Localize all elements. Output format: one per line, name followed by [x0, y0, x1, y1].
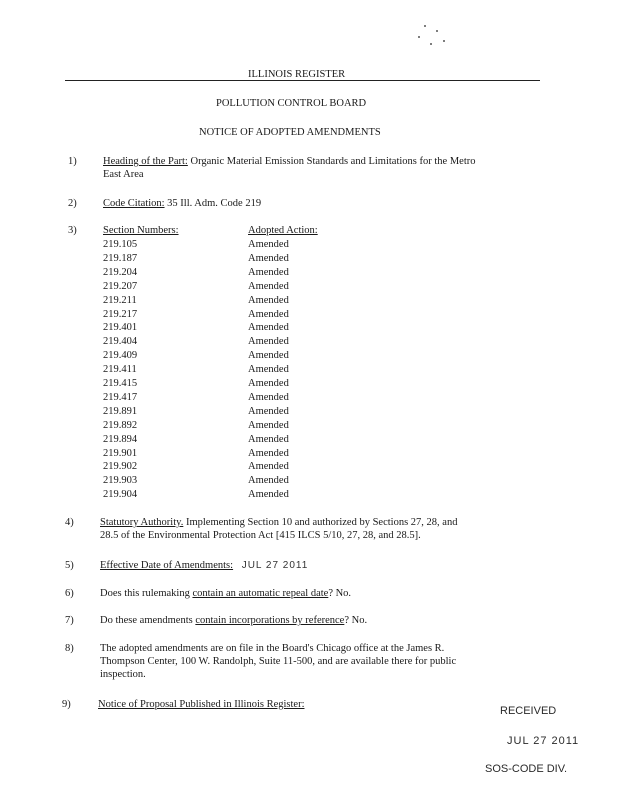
- section-number: 219.401: [103, 322, 138, 334]
- item-7-number: 7): [65, 615, 74, 626]
- item-8-line-2: Thompson Center, 100 W. Randolph, Suite 11-500, and are available there for public: [100, 656, 457, 667]
- received-stamp-date: JUL 27 2011: [507, 735, 580, 747]
- register-title: ILLINOIS REGISTER: [248, 69, 346, 80]
- section-action: Amended: [248, 419, 289, 431]
- item-2-body: [103, 197, 261, 210]
- adopted-action-header: Adopted Action:: [248, 225, 318, 236]
- section-row: [0, 433, 618, 446]
- section-number: 219.404: [103, 336, 138, 348]
- item-7-post: ? No.: [344, 615, 368, 626]
- section-action: Amended: [248, 252, 289, 264]
- section-action: Amended: [248, 489, 289, 501]
- section-row: [0, 474, 618, 487]
- item-6-body: [100, 587, 351, 600]
- effective-date-stamp: JUL 27 2011: [241, 560, 309, 571]
- section-row: [0, 308, 618, 321]
- section-row: [0, 391, 618, 404]
- section-number: 219.902: [103, 461, 138, 473]
- section-action: Amended: [248, 239, 289, 250]
- section-number: 219.207: [103, 280, 138, 292]
- section-row: [0, 335, 618, 348]
- item-6-link: contain an automatic repeal date: [192, 588, 329, 599]
- section-action: Amended: [248, 475, 289, 487]
- item-4-text: Implementing Section 10 and authorized by Sections 27, 28, and: [185, 517, 458, 528]
- agency-title: POLLUTION CONTROL BOARD: [216, 98, 367, 109]
- item-5-number: 5): [65, 560, 74, 571]
- section-action: Amended: [248, 364, 289, 376]
- section-number: 219.187: [103, 252, 138, 264]
- section-row: [0, 460, 618, 473]
- header-divider: [65, 80, 540, 81]
- item-7-link: contain incorporations by reference: [195, 615, 345, 626]
- item-2-text: 35 Ill. Adm. Code 219: [167, 198, 262, 209]
- section-number: 219.891: [103, 405, 138, 417]
- section-number: 219.415: [103, 378, 138, 389]
- section-action: Amended: [248, 294, 289, 306]
- section-numbers-header: Section Numbers:: [103, 225, 179, 236]
- item-6-post: ? No.: [328, 588, 352, 599]
- item-8-body: [100, 642, 550, 681]
- section-row: [0, 447, 618, 460]
- item-6-number: 6): [65, 588, 74, 599]
- item-2-label: Code Citation:: [103, 198, 165, 209]
- item-8-line-3: inspection.: [100, 669, 146, 680]
- section-action: Amended: [248, 433, 289, 445]
- notice-title: NOTICE OF ADOPTED AMENDMENTS: [199, 127, 381, 138]
- item-7-body: [100, 614, 367, 627]
- item-9-number: 9): [62, 699, 71, 710]
- section-row: [0, 349, 618, 362]
- section-action: Amended: [248, 405, 289, 417]
- item-2-number: 2): [68, 198, 77, 209]
- item-4-label: Statutory Authority.: [100, 517, 184, 528]
- item-1-text: Organic Material Emission Standards and Limitations for the Metro: [190, 156, 476, 167]
- received-stamp-label: RECEIVED: [500, 705, 557, 717]
- section-number: 219.204: [103, 266, 138, 278]
- section-action: Amended: [248, 308, 289, 320]
- section-number: 219.903: [103, 475, 138, 487]
- item-1-text-cont: East Area: [103, 169, 144, 180]
- section-action: Amended: [248, 391, 289, 403]
- section-action: Amended: [248, 280, 289, 292]
- section-row: [0, 405, 618, 418]
- section-row: [0, 280, 618, 293]
- section-number: 219.904: [103, 489, 138, 501]
- item-1-body: [103, 155, 543, 181]
- item-1-number: 1): [68, 156, 77, 167]
- section-number: 219.217: [103, 308, 138, 320]
- section-action: Amended: [248, 447, 289, 459]
- section-row: [0, 238, 618, 251]
- section-number: 219.105: [103, 239, 138, 250]
- section-action: Amended: [248, 461, 289, 473]
- item-5-label: Effective Date of Amendments:: [100, 560, 234, 571]
- section-number: 219.894: [103, 433, 138, 445]
- section-row: [0, 266, 618, 279]
- section-action: Amended: [248, 336, 289, 348]
- section-row: [0, 419, 618, 432]
- item-4-body: [100, 516, 540, 542]
- section-number: 219.409: [103, 350, 138, 362]
- section-action: Amended: [248, 266, 289, 278]
- item-5-body: [100, 559, 308, 572]
- section-number: 219.892: [103, 419, 138, 431]
- section-row: [0, 294, 618, 307]
- received-stamp-division: SOS-CODE DIV.: [485, 763, 568, 775]
- section-number: 219.901: [103, 447, 138, 459]
- section-row: [0, 321, 618, 334]
- section-row: [0, 377, 618, 390]
- section-number: 219.411: [103, 364, 137, 376]
- item-3-number: 3): [68, 225, 77, 236]
- section-row: [0, 363, 618, 376]
- item-9-label: Notice of Proposal Published in Illinois Register:: [98, 699, 305, 710]
- item-8-number: 8): [65, 643, 74, 654]
- section-row: [0, 252, 618, 265]
- section-number: 219.211: [103, 294, 137, 306]
- section-row: [0, 488, 618, 501]
- item-6-pre: Does this rulemaking: [100, 588, 190, 599]
- section-number: 219.417: [103, 391, 138, 403]
- item-8-line-1: The adopted amendments are on file in the Board's Chicago office at the James R.: [100, 643, 445, 654]
- section-action: Amended: [248, 322, 289, 334]
- item-4-text-cont: 28.5 of the Environmental Protection Act [415 ILCS 5/10, 27, 28, and 28.5].: [100, 530, 421, 541]
- section-action: Amended: [248, 378, 289, 389]
- item-1-label: Heading of the Part:: [103, 156, 188, 167]
- section-action: Amended: [248, 350, 289, 362]
- item-4-number: 4): [65, 517, 74, 528]
- item-7-pre: Do these amendments: [100, 615, 193, 626]
